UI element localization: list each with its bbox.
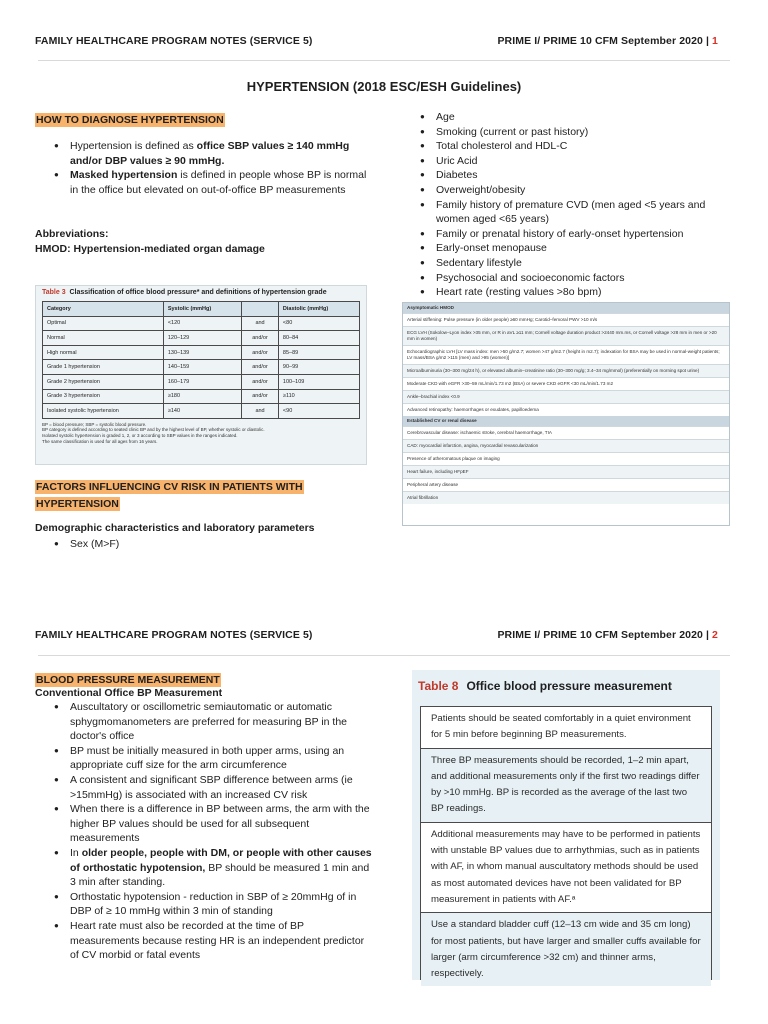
col-diastolic: Diastolic (mmHg)	[278, 302, 359, 317]
b5-rest: BP should be measured 1 min and 3 min after standing.	[70, 861, 370, 889]
cell: High normal	[43, 345, 164, 360]
table8-body	[420, 706, 712, 980]
list-item: ● Total cholesterol and HDL-C	[420, 139, 730, 154]
page1-header-course: PRIME I/ PRIME 10 CFM September 2020 |	[497, 35, 710, 47]
cell: and	[242, 316, 279, 331]
cell: Grade 2 hypertension	[43, 374, 164, 389]
cell: and/or	[242, 374, 279, 389]
cell: 160–179	[163, 374, 241, 389]
table-row: ECG LVH (Sokolow–Lyon index >35 mm, or R in aVL ≥11 mm; Cornell voltage duration product >2440 mm.ms, or Cornell voltage >28 mm in men or >20 mm in women)	[403, 326, 729, 345]
page1-divider	[38, 60, 730, 61]
diagnose-heading	[35, 110, 225, 128]
table8-number: Table 8	[418, 679, 459, 693]
hmod-table	[402, 302, 730, 526]
bullet2-bold: Masked hypertension	[70, 169, 178, 182]
list-item: ● Early-onset menopause	[420, 241, 730, 256]
table3-notes	[36, 419, 366, 447]
page2-header-right	[497, 629, 718, 641]
table8-figure	[412, 670, 720, 980]
table3-grid	[42, 301, 360, 419]
factors-heading	[35, 478, 365, 512]
page2-number: 2	[712, 629, 718, 641]
page2-header-course: PRIME I/ PRIME 10 CFM September 2020 |	[497, 629, 710, 641]
factors-heading-line1: FACTORS INFLUENCING CV RISK IN PATIENTS WITH	[36, 481, 303, 493]
table-row: Echocardiographic LVH [LV mass index: men >50 g/m2.7; women >47 g/m2.7 (height in m2.7); indexation for BSA may be used in normal-weight patients; LV mass/BSA g/m2 >115 (men) and >95 (women)]	[403, 345, 729, 364]
table-row: Three BP measurements should be recorded, 1–2 min apart, and additional measurements only if the first two readings differ by >10 mmHg. BP is recorded as the average of the last two BP readings.	[421, 748, 711, 822]
table-row: Presence of atheromatous plaque on imaging	[403, 452, 729, 465]
demographic-list	[54, 537, 354, 552]
table3-figure	[35, 285, 367, 465]
page-title: HYPERTENSION (2018 ESC/ESH Guidelines)	[246, 79, 522, 94]
list-item: ● Psychosocial and socioeconomic factors	[420, 271, 730, 286]
demographic-heading: Demographic characteristics and laboratory parameters	[35, 522, 315, 534]
b5-bold: older people, people with DM, or people with other causes of orthostatic hypotension,	[70, 846, 372, 874]
abbrev-label: Abbreviations:	[35, 228, 109, 240]
table-row: Peripheral artery disease	[403, 478, 729, 491]
table-row: Arterial stiffening: Pulse pressure (in older people) ≥60 mmHg; Carotid–femoral PWV >10 m/s	[403, 313, 729, 326]
list-item: ● Family history of premature CVD (men aged <5 years and women aged <65 years)	[420, 198, 730, 227]
table3-note: BP = blood pressure; SBP = systolic blood pressure.	[42, 421, 147, 427]
list-item: ● Heart rate (resting values >8o bpm)	[420, 285, 730, 300]
table-row: Additional measurements may have to be performed in patients with unstable BP values due to arrhythmias, such as in patients with AF, in whom manual auscultatory methods should be used as most automated devices have not been validated for BP measurement in patients with AF.ᵃ	[421, 822, 711, 912]
table-header-row	[43, 302, 360, 317]
bullet2-text: is defined in people whose BP is normal in the office but elevated on out-of-office BP measurements	[70, 169, 367, 196]
cell: 80–84	[278, 331, 359, 346]
list-item: ● Sex (M>F)	[54, 537, 354, 552]
table3-note: BP category is defined according to seated clinic BP and by the highest level of BP, whether systolic or diastolic.	[42, 427, 265, 433]
page1-header-right	[497, 35, 718, 47]
table3-caption	[36, 286, 366, 299]
list-item: ● Smoking (current or past history)	[420, 125, 730, 140]
list-item: ● When there is a difference in BP between arms, the arm with the higher BP values should be used for all subsequent measurements	[54, 802, 374, 846]
cell: 90–99	[278, 360, 359, 375]
col-category: Category	[43, 302, 164, 317]
cell: Grade 3 hypertension	[43, 389, 164, 404]
list-item	[54, 846, 374, 890]
cell: and/or	[242, 389, 279, 404]
table3-caption-text: Classification of office blood pressure* and definitions of hypertension grade	[69, 289, 327, 296]
list-item: ● A consistent and significant SBP difference between arms (ie >15mmHg) is associated with an increased CV risk	[54, 773, 374, 802]
cell: and/or	[242, 360, 279, 375]
col-systolic: Systolic (mmHg)	[163, 302, 241, 317]
page1-number: 1	[712, 35, 718, 47]
table-row: Use a standard bladder cuff (12–13 cm wide and 35 cm long) for most patients, but have larger and smaller cuffs available for larger (arm circumference >32 cm) and thinner arms, respectively.	[421, 912, 711, 986]
table-row	[43, 404, 360, 419]
table8-caption	[412, 670, 720, 693]
list-item: ● Orthostatic hypotension - reduction in SBP of ≥ 20mmHg of in DBP of ≥ 10 mmHg within 3 min of standing	[54, 890, 374, 919]
table-row: Heart failure, including HFpEF	[403, 465, 729, 478]
table-row: CAD: myocardial infarction, angina, myocardial revascularization	[403, 439, 729, 452]
conventional-heading: Conventional Office BP Measurement	[35, 687, 223, 699]
table-row: Advanced retinopathy: haemorrhages or exudates, papilloedema	[403, 403, 729, 416]
cell: ≥180	[163, 389, 241, 404]
table3-number: Table 3	[42, 289, 66, 296]
table-row: Patients should be seated comfortably in a quiet environment for 5 min before beginning BP measurements.	[421, 707, 711, 748]
table-row: Microalbuminuria (30–300 mg/24 h), or elevated albumin–creatinine ratio (30–300 mg/g; 3.4–34 mg/mmol) (preferentially on morning spot urine)	[403, 364, 729, 377]
table-row: Moderate CKD with eGFR >30–59 mL/min/1.73 m2 (BSA) or severe CKD eGFR <30 mL/min/1.73 m2	[403, 377, 729, 390]
factors-heading-line2: HYPERTENSION	[36, 498, 119, 510]
cell: Grade 1 hypertension	[43, 360, 164, 375]
diagnose-heading-text: HOW TO DIAGNOSE HYPERTENSION	[36, 114, 224, 126]
table-row: Cerebrovascular disease: ischaemic stroke, cerebral haemorrhage, TIA	[403, 426, 729, 439]
cell: ≥110	[278, 389, 359, 404]
table3-note: The same classification is used for all ages from 16 years.	[42, 438, 158, 444]
cell: Isolated systolic hypertension	[43, 404, 164, 419]
table-row	[43, 389, 360, 404]
table-row	[43, 316, 360, 331]
cell: and	[242, 404, 279, 419]
list-item	[54, 168, 370, 197]
table-row: Atrial fibrillation	[403, 491, 729, 504]
page1-header-left: FAMILY HEALTHCARE PROGRAM NOTES (SERVICE 5)	[35, 35, 313, 47]
cell: and/or	[242, 345, 279, 360]
diagnose-list	[54, 139, 370, 197]
cell: Normal	[43, 331, 164, 346]
cell: Optimal	[43, 316, 164, 331]
bp-measurement-list	[54, 700, 374, 963]
table-row	[43, 331, 360, 346]
table-row	[43, 345, 360, 360]
list-item: ● Family or prenatal history of early-onset hypertension	[420, 227, 730, 242]
table8-caption-text: Office blood pressure measurement	[466, 679, 672, 693]
list-item: ● Auscultatory or oscillometric semiautomatic or automatic sphygmomanometers are preferred for measuring BP in the doctor's office	[54, 700, 374, 744]
bullet1-text: Hypertension is defined as	[70, 140, 197, 152]
abbrev-hmod: HMOD: Hypertension-mediated organ damage	[35, 243, 265, 255]
list-item: ● Age	[420, 110, 730, 125]
bp-heading-text: BLOOD PRESSURE MEASUREMENT	[36, 674, 220, 686]
list-item: ● Uric Acid	[420, 154, 730, 169]
cell: 130–139	[163, 345, 241, 360]
page2-header-left: FAMILY HEALTHCARE PROGRAM NOTES (SERVICE 5)	[35, 629, 313, 641]
cell: <90	[278, 404, 359, 419]
cell: ≥140	[163, 404, 241, 419]
list-item	[54, 139, 370, 168]
cell: <80	[278, 316, 359, 331]
risk-factor-list	[420, 110, 730, 300]
hmod-header: Asymptomatic HMOD	[403, 303, 729, 313]
list-item: ● Diabetes	[420, 168, 730, 183]
cell: 85–89	[278, 345, 359, 360]
b5-text: In	[70, 846, 82, 859]
col-connector	[242, 302, 279, 317]
list-item: ● Overweight/obesity	[420, 183, 730, 198]
cell: <120	[163, 316, 241, 331]
table-row	[43, 374, 360, 389]
page2-divider	[38, 655, 730, 656]
cell: 100–109	[278, 374, 359, 389]
table3-note: Isolated systolic hypertension is graded 1, 2, or 3 according to SBP values in the ranges indicated.	[42, 432, 238, 438]
cell: 120–129	[163, 331, 241, 346]
established-header: Established CV or renal disease	[403, 416, 729, 426]
list-item: ● Sedentary lifestyle	[420, 256, 730, 271]
list-item: ● BP must be initially measured in both upper arms, using an appropriate cuff size for the arm circumference	[54, 744, 374, 773]
table-row	[43, 360, 360, 375]
bullet1-bold: office SBP values ≥ 140 mmHg and/or DBP values ≥ 90 mmHg.	[70, 140, 350, 167]
cell: and/or	[242, 331, 279, 346]
list-item: ● Heart rate must also be recorded at the time of BP measurements because resting HR is an independent predictor of CV morbid or fatal events	[54, 919, 374, 963]
table-row: Ankle–brachial index <0.9	[403, 390, 729, 403]
cell: 140–159	[163, 360, 241, 375]
